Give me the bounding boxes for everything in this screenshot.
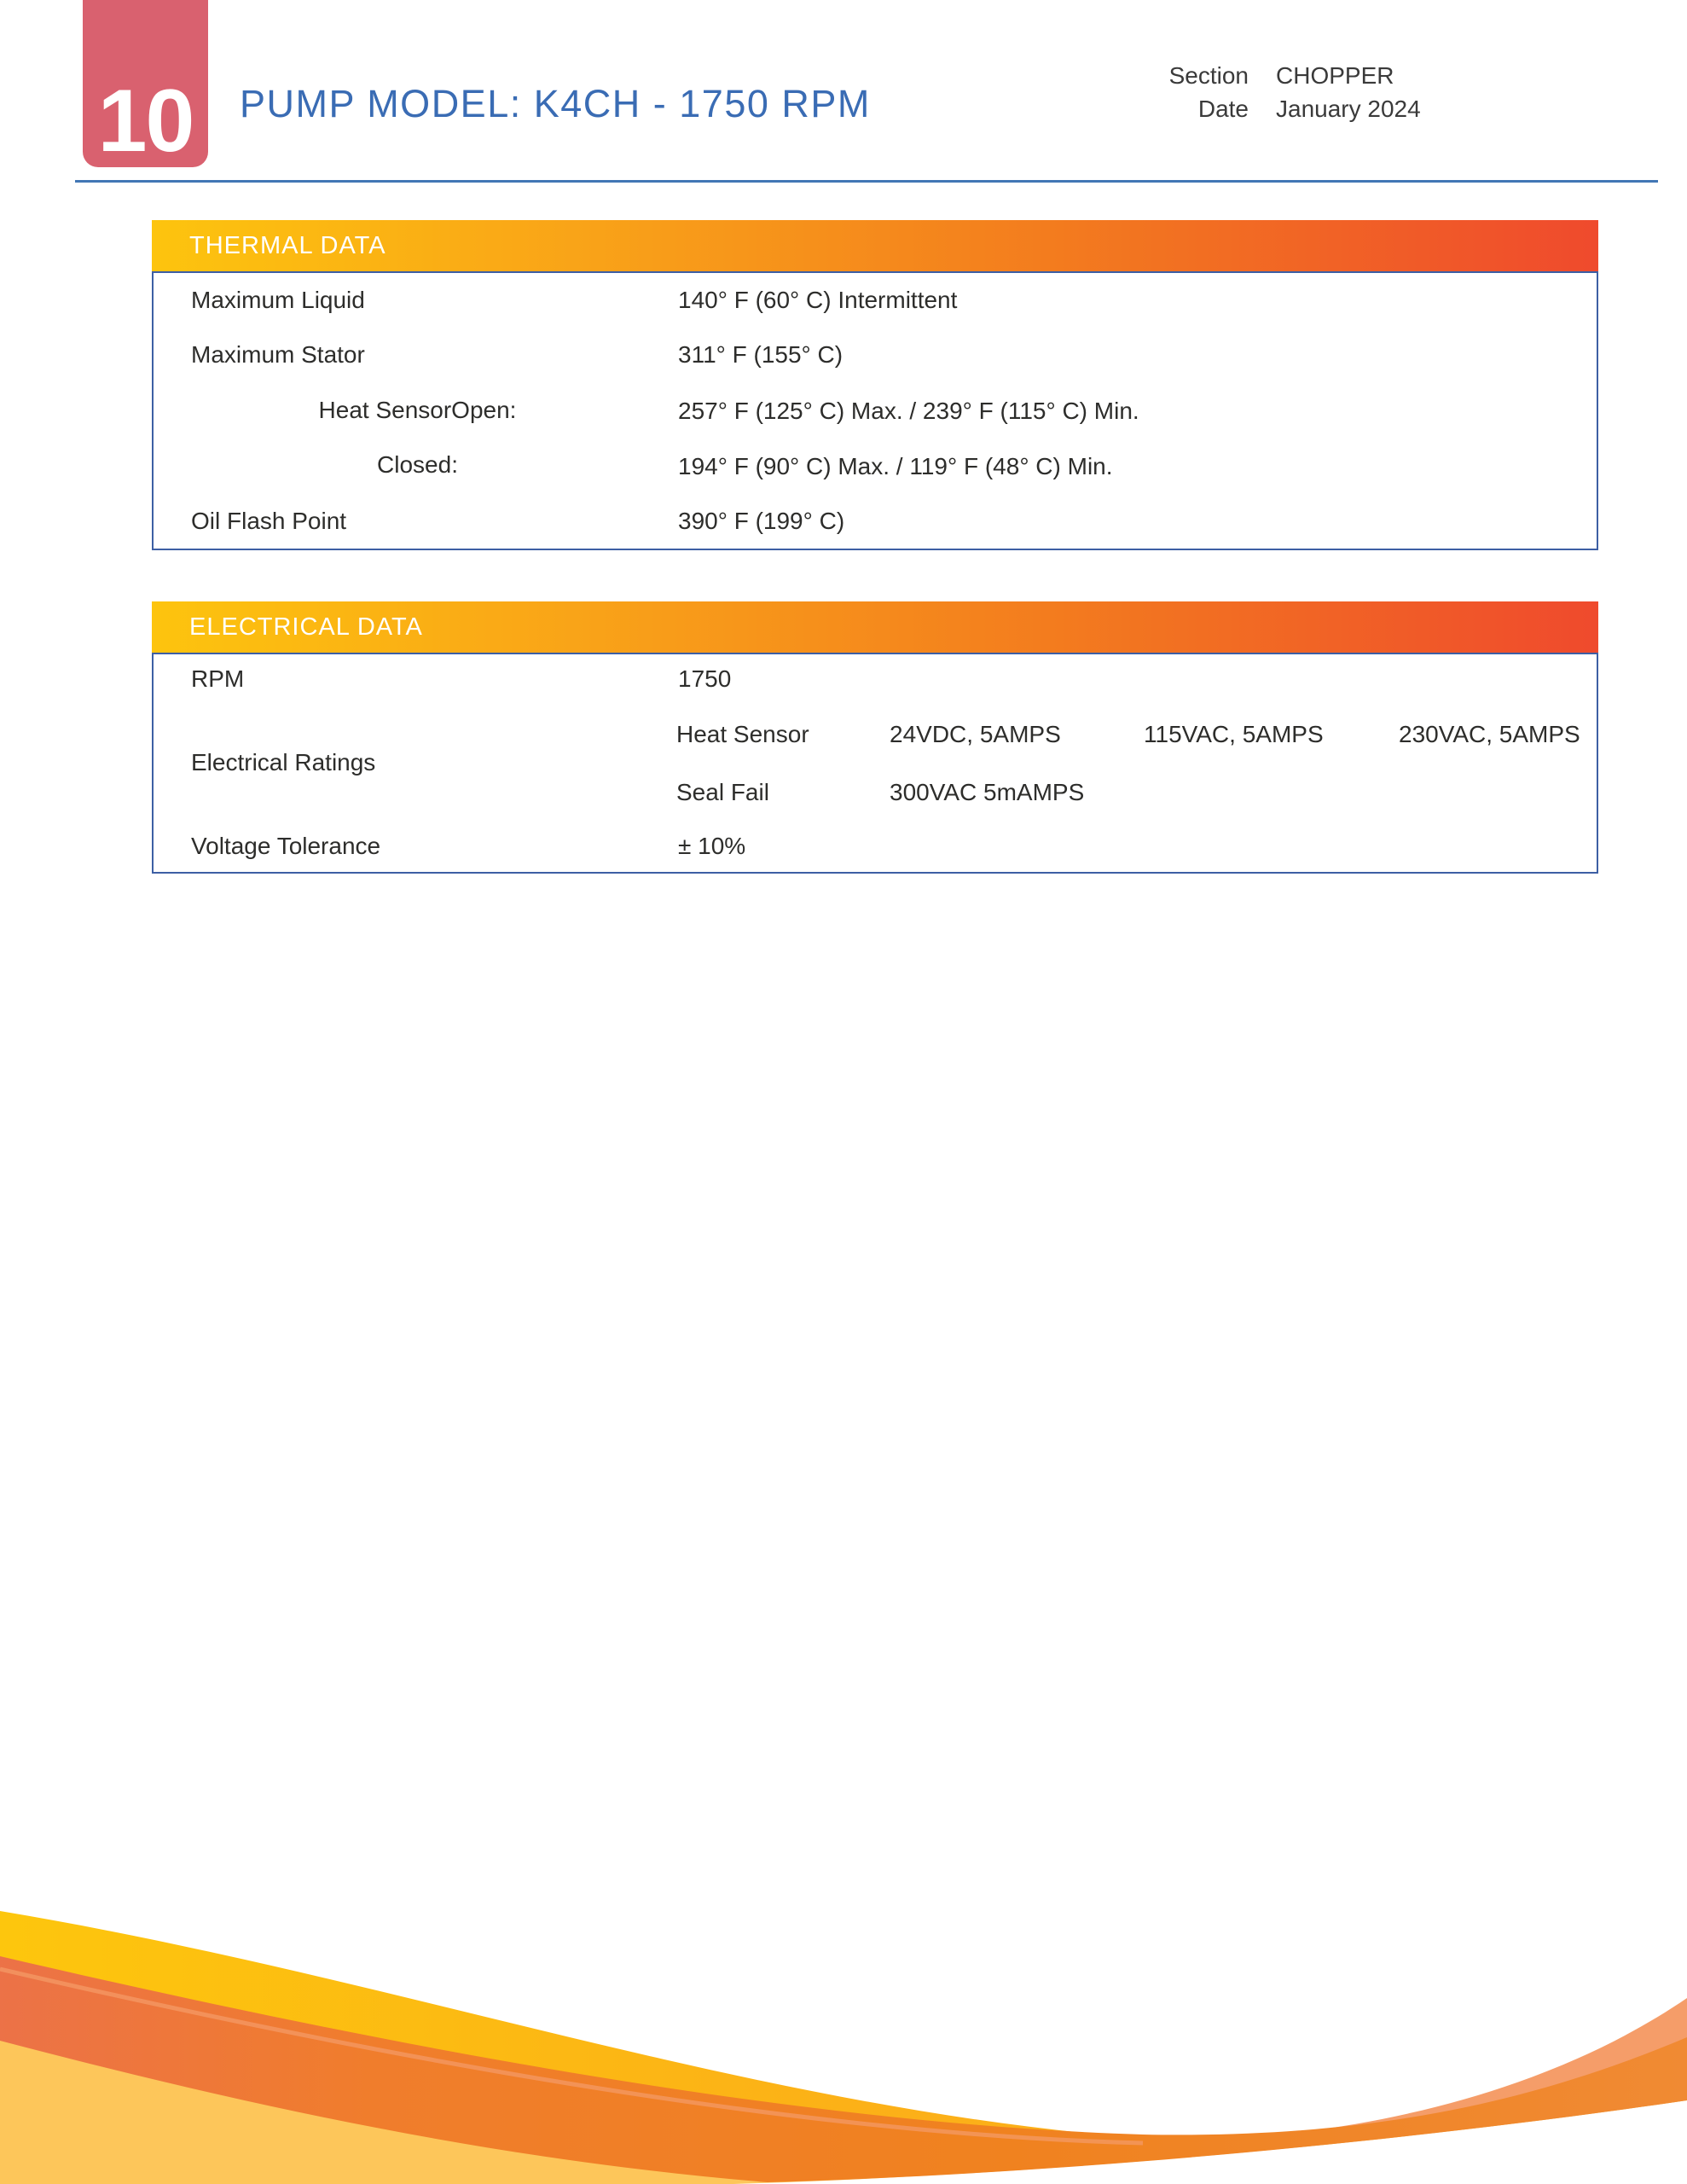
meta-date-value: January 2024 <box>1276 95 1421 122</box>
heat-sensor-open-value: 257° F (125° C) Max. / 239° F (115° C) Min. <box>678 398 1139 424</box>
electrical-data-header-bar <box>152 601 1598 653</box>
ratings-seal-fail-value: 300VAC 5mAMPS <box>890 779 1085 805</box>
thermal-row-value: 140° F (60° C) Intermittent <box>678 286 958 313</box>
meta-section-label: Section <box>1168 62 1249 89</box>
electrical-row-value: 1750 <box>678 665 732 692</box>
thermal-row-label: Maximum Stator <box>191 341 365 368</box>
bottom-swoosh-decoration <box>0 1817 1687 2184</box>
thermal-data-header-bar <box>152 220 1598 271</box>
electrical-data-table <box>152 601 1598 874</box>
section-number: 10 <box>97 72 194 171</box>
thermal-data-table <box>152 220 1598 550</box>
heat-sensor-open-label: Open: <box>451 397 517 423</box>
electrical-ratings-cell <box>154 704 654 821</box>
ratings-heat-sensor-value-230vac: 230VAC, 5AMPS <box>1399 720 1580 747</box>
page-title: PUMP MODEL: K4CH - 1750 RPM <box>240 82 871 125</box>
meta-section-value: CHOPPER <box>1276 62 1394 89</box>
thermal-row-value: 390° F (199° C) <box>678 508 845 534</box>
electrical-row-value: ± 10% <box>678 833 746 859</box>
heat-sensor-closed-label: Closed: <box>377 451 458 478</box>
header-meta <box>1143 61 1421 123</box>
electrical-data-title: ELECTRICAL DATA <box>189 613 423 641</box>
ratings-heat-sensor-value-115vac: 115VAC, 5AMPS <box>1144 720 1324 747</box>
ratings-seal-fail-label: Seal Fail <box>676 779 769 805</box>
ratings-heat-sensor-label: Heat Sensor <box>676 720 809 747</box>
thermal-data-body <box>152 271 1598 550</box>
electrical-data-body <box>152 653 1598 874</box>
thermal-heat-sensor-cell <box>154 383 654 494</box>
header-divider-rule <box>75 180 1658 183</box>
ratings-heat-sensor-value-24vdc: 24VDC, 5AMPS <box>890 720 1061 747</box>
electrical-row-label: Electrical Ratings <box>191 748 376 775</box>
thermal-row-label: Heat Sensor <box>318 397 452 423</box>
heat-sensor-closed-value: 194° F (90° C) Max. / 119° F (48° C) Min. <box>678 453 1113 479</box>
thermal-row-label: Maximum Liquid <box>191 286 365 313</box>
electrical-row-label: RPM <box>191 665 245 692</box>
electrical-row-label: Voltage Tolerance <box>191 833 381 859</box>
thermal-data-title: THERMAL DATA <box>189 231 386 259</box>
meta-date-label: Date <box>1197 95 1249 122</box>
section-number-badge <box>83 0 208 171</box>
thermal-row-value: 311° F (155° C) <box>678 341 844 368</box>
thermal-row-label: Oil Flash Point <box>191 508 347 534</box>
